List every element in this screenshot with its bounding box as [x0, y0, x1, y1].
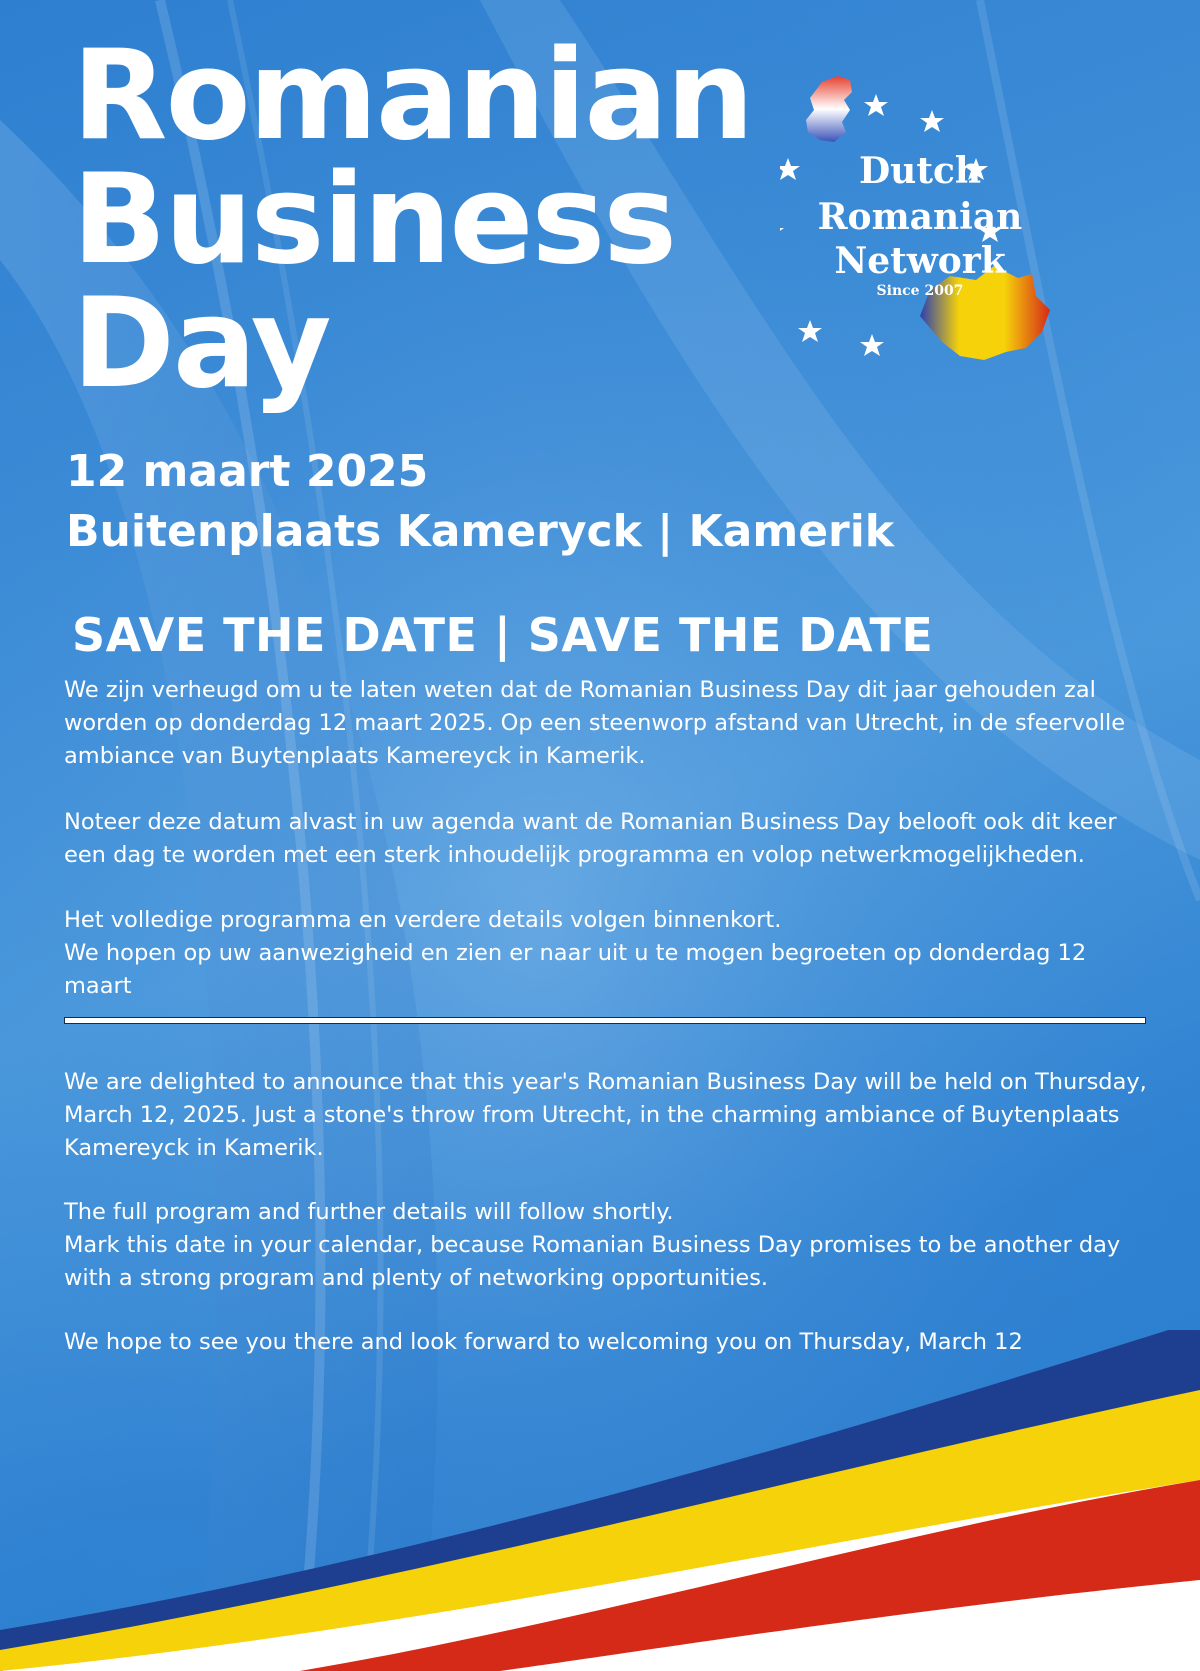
logo-since: Since 2007 — [876, 283, 964, 299]
star-icon — [798, 320, 822, 342]
english-paragraph-3: We hope to see you there and look forward to welcoming you on Thursday, March 12 — [64, 1329, 1023, 1355]
star-icon — [920, 110, 944, 132]
title-line-2: Business — [72, 148, 676, 292]
english-paragraph-2b: Mark this date in your calendar, because Romanian Business Day promises to be another day with a strong program and plenty of networking opportunities. — [64, 1232, 1121, 1291]
star-icon — [860, 334, 884, 356]
english-paragraph-2a: The full program and further details will follow shortly. — [64, 1199, 674, 1225]
event-venue: Buitenplaats Kameryck | Kamerik — [66, 506, 895, 557]
language-divider — [64, 1017, 1146, 1024]
star-icon — [864, 94, 888, 116]
event-date: 12 maart 2025 — [66, 446, 429, 497]
event-title — [72, 24, 753, 416]
english-paragraph-1: We are delighted to announce that this year's Romanian Business Day will be held on Thursday, March 12, 2025. Just a stone's throw from Utrecht, in the charming ambiance of Buytenplaats Kamereyck in Kamerik. — [64, 1069, 1147, 1161]
romanian-flag-stripes — [0, 1330, 1200, 1671]
save-the-date-heading: SAVE THE DATE | SAVE THE DATE — [72, 608, 934, 662]
star-icon — [780, 220, 784, 242]
title-line-3: Day — [72, 272, 330, 416]
title-line-1: Romanian — [72, 24, 753, 168]
logo-line-3: Network — [834, 240, 1006, 282]
dutch-paragraph-2: Noteer deze datum alvast in uw agenda want de Romanian Business Day belooft ook dit keer een dag te worden met een sterk inhoudelijk programma en volop netwerkmogelijkheden. — [64, 809, 1117, 868]
dutch-paragraph-1: We zijn verheugd om u te laten weten dat de Romanian Business Day dit jaar gehouden zal worden op donderdag 12 maart 2025. Op een steenworp afstand van Utrecht, in de sfeervolle ambiance van Buytenplaats Kamereyck in Kamerik. — [64, 677, 1126, 769]
star-icon — [780, 158, 800, 180]
netherlands-map-icon — [806, 76, 852, 142]
logo-line-1: Dutch — [858, 150, 982, 192]
dutch-paragraph-3a: Het volledige programma en verdere details volgen binnenkort. — [64, 907, 782, 933]
dutch-paragraph-3b: We hopen op uw aanwezigheid en zien er naar uit u te mogen begroeten op donderdag 12 maart — [64, 940, 1087, 999]
logo-line-2: Romanian — [817, 196, 1023, 238]
